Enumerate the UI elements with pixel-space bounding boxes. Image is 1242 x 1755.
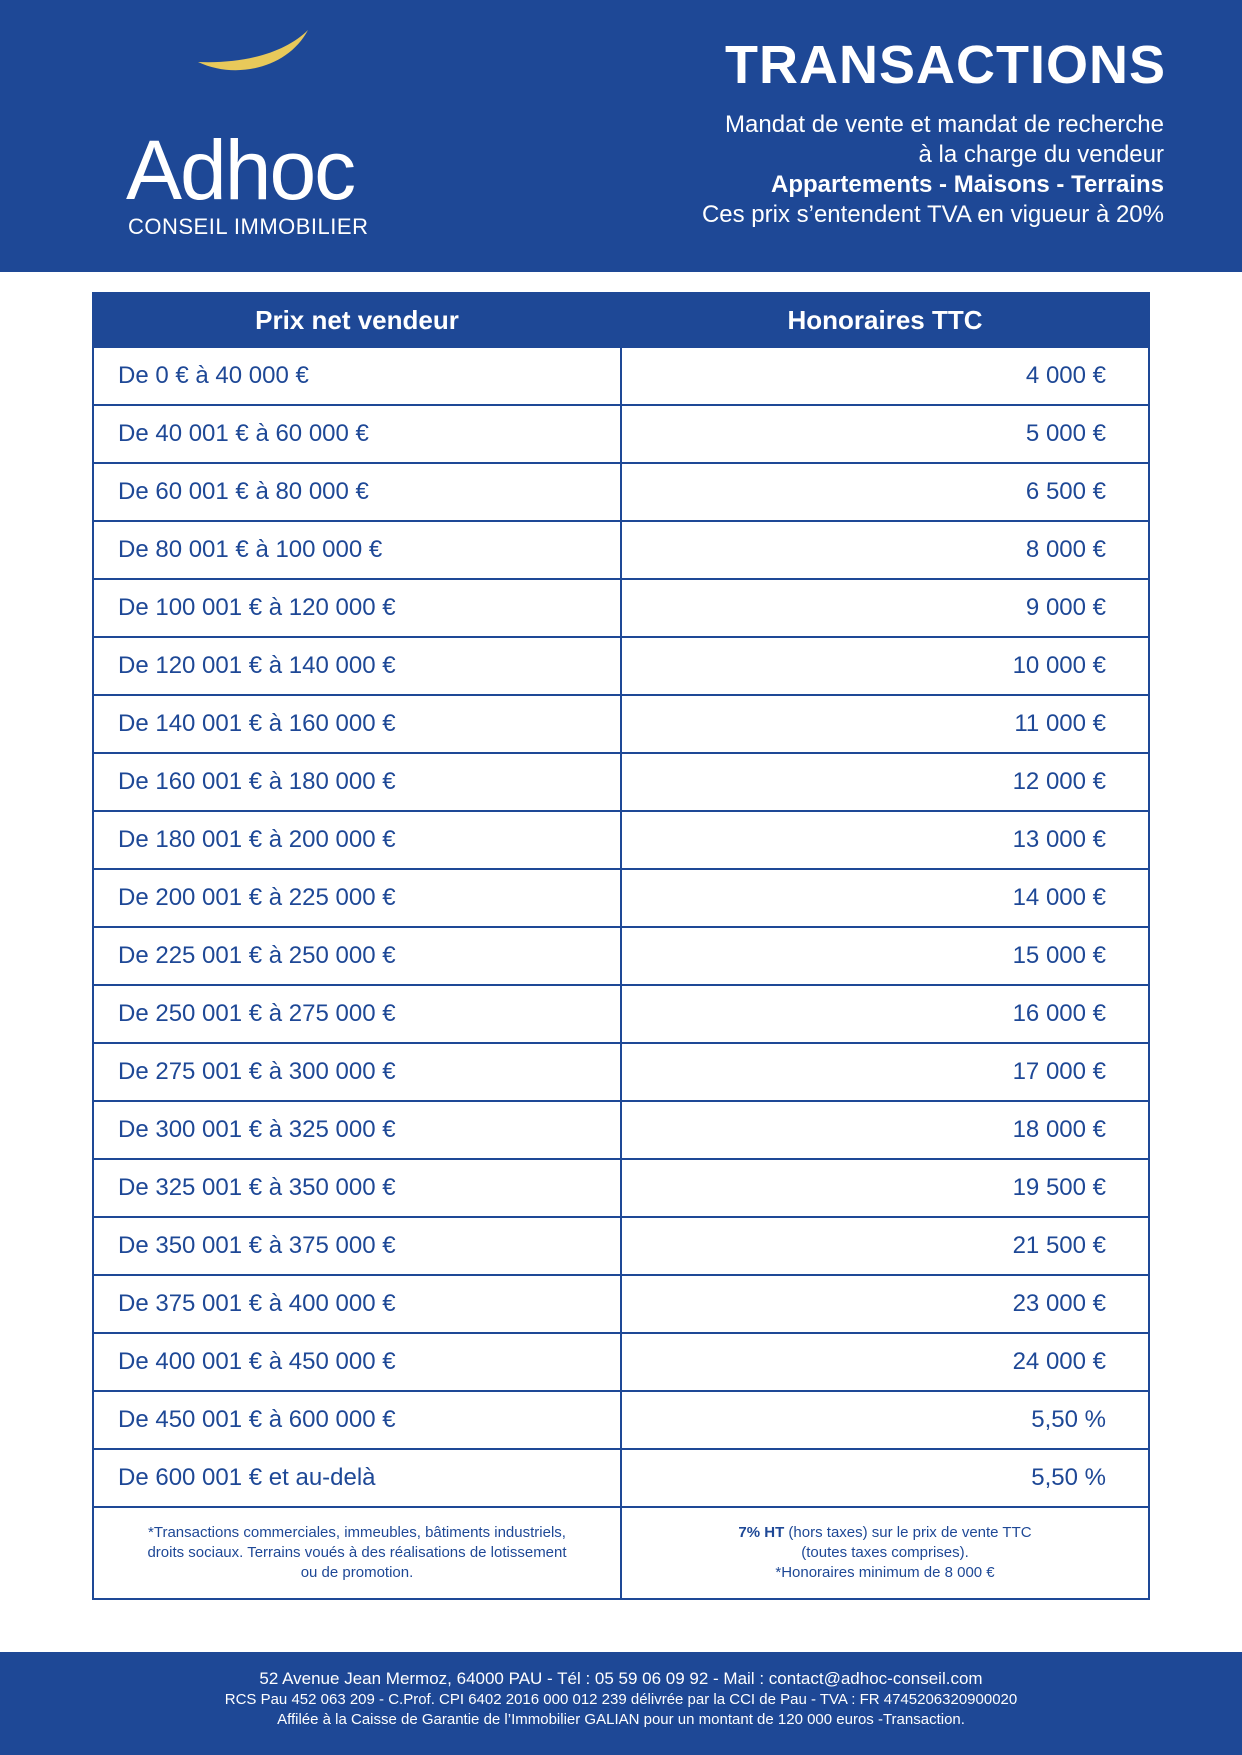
price-range-cell: De 375 001 € à 400 000 €	[93, 1275, 621, 1333]
table-header-row	[93, 293, 1149, 347]
note-commercial	[93, 1507, 621, 1599]
table-row	[93, 637, 1149, 695]
page-title: TRANSACTIONS	[725, 35, 1166, 95]
table-row	[93, 1449, 1149, 1507]
table-row	[93, 753, 1149, 811]
table-row	[93, 1159, 1149, 1217]
fee-cell: 16 000 €	[621, 985, 1149, 1043]
price-range-cell: De 250 001 € à 275 000 €	[93, 985, 621, 1043]
logo-wordmark: Adhoc	[126, 123, 355, 217]
footer-contact: 52 Avenue Jean Mermoz, 64000 PAU - Tél : 05 59 06 09 92 - Mail : contact@adhoc-conseil.com	[259, 1669, 983, 1688]
price-range-cell: De 450 001 € à 600 000 €	[93, 1391, 621, 1449]
price-range-cell: De 225 001 € à 250 000 €	[93, 927, 621, 985]
fee-cell: 5,50 %	[621, 1391, 1149, 1449]
note-right-line-3: *Honoraires minimum de 8 000 €	[775, 1564, 995, 1581]
table-row	[93, 985, 1149, 1043]
fee-cell: 11 000 €	[621, 695, 1149, 753]
fee-cell: 13 000 €	[621, 811, 1149, 869]
fee-cell: 24 000 €	[621, 1333, 1149, 1391]
footer-guarantee: Affilée à la Caisse de Garantie de l’Immobilier GALIAN pour un montant de 120 000 euros -Transaction.	[277, 1711, 965, 1728]
table-row	[93, 927, 1149, 985]
fee-cell: 17 000 €	[621, 1043, 1149, 1101]
header-banner	[0, 0, 1242, 272]
price-range-cell: De 100 001 € à 120 000 €	[93, 579, 621, 637]
price-range-cell: De 325 001 € à 350 000 €	[93, 1159, 621, 1217]
price-range-cell: De 40 001 € à 60 000 €	[93, 405, 621, 463]
table-row	[93, 1043, 1149, 1101]
fee-cell: 10 000 €	[621, 637, 1149, 695]
price-range-cell: De 120 001 € à 140 000 €	[93, 637, 621, 695]
table-row	[93, 1275, 1149, 1333]
fee-cell: 15 000 €	[621, 927, 1149, 985]
fee-cell: 6 500 €	[621, 463, 1149, 521]
note-rate-bold: 7% HT	[738, 1524, 785, 1541]
swoosh-icon	[196, 24, 312, 78]
table-row	[93, 405, 1149, 463]
price-range-cell: De 200 001 € à 225 000 €	[93, 869, 621, 927]
subtitle-line-4: Ces prix s’entendent TVA en vigueur à 20%	[701, 201, 1164, 228]
note-right-line-2: (toutes taxes comprises).	[801, 1544, 969, 1561]
fee-cell: 21 500 €	[621, 1217, 1149, 1275]
table-row	[93, 695, 1149, 753]
price-range-cell: De 350 001 € à 375 000 €	[93, 1217, 621, 1275]
fee-cell: 14 000 €	[621, 869, 1149, 927]
fee-cell: 23 000 €	[621, 1275, 1149, 1333]
price-range-cell: De 275 001 € à 300 000 €	[93, 1043, 621, 1101]
table-row	[93, 347, 1149, 405]
fee-cell: 9 000 €	[621, 579, 1149, 637]
note-left-line-2: droits sociaux. Terrains voués à des réalisations de lotissement	[147, 1544, 567, 1561]
table-row	[93, 463, 1149, 521]
table-row	[93, 1391, 1149, 1449]
table-row	[93, 869, 1149, 927]
price-range-cell: De 160 001 € à 180 000 €	[93, 753, 621, 811]
fee-cell: 12 000 €	[621, 753, 1149, 811]
fee-cell: 4 000 €	[621, 347, 1149, 405]
footer-legal: RCS Pau 452 063 209 - C.Prof. CPI 6402 2016 000 012 239 délivrée par la CCI de Pau - TVA : FR 4745206320900020	[224, 1691, 1018, 1708]
fee-cell: 8 000 €	[621, 521, 1149, 579]
table-row	[93, 1101, 1149, 1159]
note-rate	[621, 1507, 1149, 1599]
note-left-line-3: ou de promotion.	[300, 1564, 414, 1581]
price-range-cell: De 0 € à 40 000 €	[93, 347, 621, 405]
price-range-cell: De 80 001 € à 100 000 €	[93, 521, 621, 579]
header-subtitle	[702, 110, 1164, 230]
fee-cell: 18 000 €	[621, 1101, 1149, 1159]
footer-banner	[0, 1652, 1242, 1755]
table-notes-row	[93, 1507, 1149, 1599]
column-header-price: Prix net vendeur	[93, 293, 621, 347]
price-range-cell: De 600 001 € et au-delà	[93, 1449, 621, 1507]
price-range-cell: De 300 001 € à 325 000 €	[93, 1101, 621, 1159]
column-header-fees: Honoraires TTC	[621, 293, 1149, 347]
fee-cell: 5,50 %	[621, 1449, 1149, 1507]
table-row	[93, 811, 1149, 869]
table-row	[93, 1333, 1149, 1391]
subtitle-line-2: à la charge du vendeur	[918, 141, 1164, 168]
fees-table	[92, 292, 1150, 1600]
subtitle-line-1: Mandat de vente et mandat de recherche	[725, 111, 1164, 138]
fee-cell: 5 000 €	[621, 405, 1149, 463]
price-range-cell: De 140 001 € à 160 000 €	[93, 695, 621, 753]
table-row	[93, 521, 1149, 579]
price-range-cell: De 180 001 € à 200 000 €	[93, 811, 621, 869]
logo-tagline: CONSEIL IMMOBILIER	[128, 214, 369, 239]
price-range-cell: De 400 001 € à 450 000 €	[93, 1333, 621, 1391]
price-range-cell: De 60 001 € à 80 000 €	[93, 463, 621, 521]
table-row	[93, 579, 1149, 637]
subtitle-line-3: Appartements - Maisons - Terrains	[771, 171, 1164, 198]
note-right-line-1	[642, 1523, 1128, 1543]
note-rate-rest: (hors taxes) sur le prix de vente TTC	[784, 1524, 1032, 1541]
fee-cell: 19 500 €	[621, 1159, 1149, 1217]
note-left-line-1: *Transactions commerciales, immeubles, bâtiments industriels,	[148, 1524, 566, 1541]
table-row	[93, 1217, 1149, 1275]
